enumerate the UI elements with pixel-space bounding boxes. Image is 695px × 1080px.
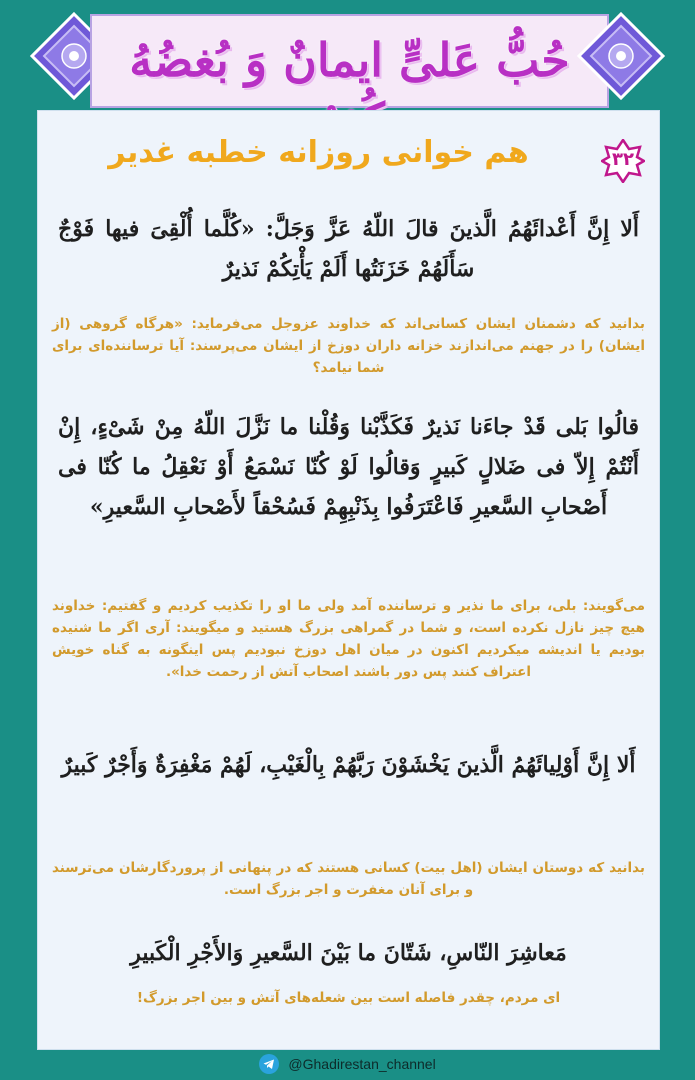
number-badge	[601, 139, 645, 183]
header	[30, 8, 665, 108]
persian-paragraph: ای مردم، چقدر فاصله است بین شعله‌های آتش و بین اجر بزرگ!	[136, 990, 561, 1006]
subtitle: هم خوانی روزانه خطبه غدیر	[108, 135, 529, 170]
footer	[0, 1053, 695, 1077]
badge-number: ۳۲	[612, 149, 634, 170]
persian-paragraph: بدانید که دشمنان ایشان کسانی‌اند که خداوند عزوجل می‌فرماید: «هرگاه گروهی (از ایشان) را در جهنم می‌اندازند خزانه داران دوزخ از ایشان می‌پرسند: آیا ترساننده‌ای برای شما نیامد؟	[52, 316, 645, 376]
channel-handle[interactable]: @Ghadirestan_channel	[288, 1055, 436, 1072]
arabic-paragraph: قالُوا بَلی قَدْ جاءَنا نَذیرٌ فَکَذَّبْنا وَقُلْنا ما نَزَّلَ اللّهُ مِنْ شَیْءٍ، إِنْ أَنْتُمْ إِلاّ فی ضَلالٍ کَبیرٍ وَقالُوا لَوْ کُنّا نَسْمَعُ أَوْ نَعْقِلُ ما کُنّا فی أَصْحابِ السَّعیرِ فَاعْتَرَفُوا بِذَنْبِهِمْ فَسُحْقاً لأَصْحابِ السَّعیرِ»	[58, 414, 639, 520]
persian-paragraph: بدانید که دوستان ایشان (اهل بیت) کسانی هستند که در پنهانی از پروردگارشان می‌ترسند و برای آنان مغفرت و اجر بزرگ است.	[52, 860, 645, 898]
title-banner	[90, 14, 609, 108]
banner-title: حُبُّ عَلیٍّ ایمانٌ وَ بُغضُهُ	[129, 33, 570, 87]
persian-paragraph: می‌گویند: بلی، برای ما نذیر و ترساننده آمد ولی ما او را تکذیب کردیم و گفتیم: خداوند هیچ چیز نازل نکرده است، و شما در گمراهی بزرگ هستید و میگویند: آری اگر ما شنیده بودیم یا اندیشه میکردیم اکنون در میان اهل دوزخ نبودیم پس اینگونه به گناه خویش اعتراف کنند پس دور باشند اصحاب آتش از رحمت خدا».	[52, 598, 645, 680]
telegram-icon[interactable]	[259, 1054, 279, 1074]
arabic-paragraph: مَعاشِرَ النّاسِ، شَتّانَ ما بَیْنَ السَّعیرِ وَالأَجْرِ الْکَبیرِ	[130, 940, 567, 966]
arabic-paragraph: أَلا إِنَّ أَوْلِیائَهُمُ الَّذینَ یَخْشَوْنَ رَبَّهُمْ بِالْغَیْبِ، لَهُمْ مَغْفِرَةٌ وَأَجْرٌ کَبیرٌ	[61, 752, 636, 778]
content-card	[37, 110, 660, 1050]
ornament-diamond-right-icon	[577, 12, 665, 100]
arabic-paragraph: أَلا إِنَّ أَعْدائَهُمُ الَّذینَ قالَ اللّهُ عَزَّ وَجَلَّ: «کُلَّما أُلْقِیَ فیها فَوْجٌ سَأَلَهُمْ خَزَنَتُها أَلَمْ یَأْتِکُمْ نَذیرٌ	[58, 216, 639, 282]
